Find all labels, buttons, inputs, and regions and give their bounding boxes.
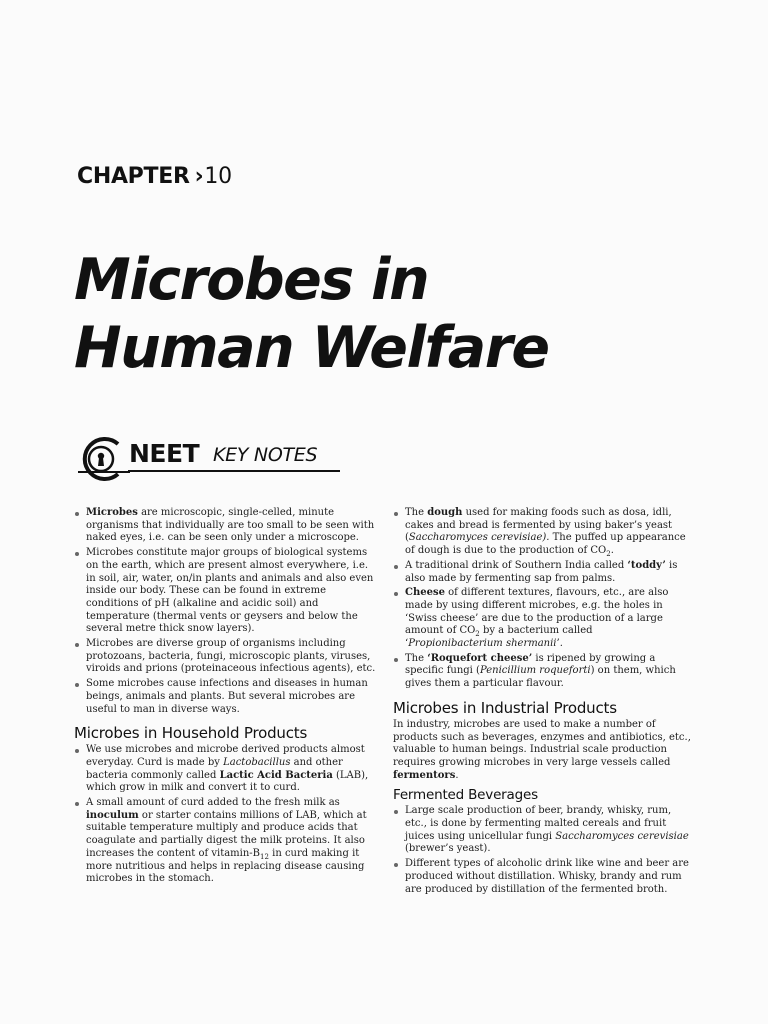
neet-key-notes-badge <box>74 435 354 483</box>
intro-list <box>74 507 376 716</box>
text: (brewer’s yeast). <box>405 843 491 855</box>
chapter-word: CHAPTER <box>77 164 190 189</box>
subscript: 2 <box>475 630 480 639</box>
text-italic: Saccharomyces cerevisiae <box>555 830 689 842</box>
text: ) on them, which gives them a particular flavour. <box>405 665 676 690</box>
fermented-heading: Fermented Beverages <box>393 787 538 804</box>
text: We use microbes and microbe derived products almost everyday. Curd is made by <box>86 744 365 768</box>
list-item <box>74 638 376 676</box>
text: are microscopic, single-celled, minute organisms that individually are too small to be seen with naked eyes, i.e. can be seen only under a microscope. <box>86 507 375 544</box>
text-bold: fermentors <box>393 769 456 781</box>
text: (LAB), which grow in milk and convert it to curd. <box>86 769 369 794</box>
text-bold: ‘toddy’ <box>627 559 666 571</box>
text: used for making foods such as dosa, idli, cakes and bread is fermented by using baker’s yeast ( <box>405 507 673 544</box>
list-item <box>393 653 693 691</box>
text-italic: Penicillium roqueforti <box>479 665 591 677</box>
text: A small amount of curd added to the fresh milk as <box>86 797 340 809</box>
text-bold: ‘Roquefort cheese’ <box>427 652 533 664</box>
text-italic: Propionibacterium shermanii <box>408 638 557 650</box>
page-title <box>74 246 549 382</box>
right-column <box>393 507 693 898</box>
text: Large scale production of beer, brandy, whisky, rum, etc., is done by fermenting malted cereals and fruit juices using unicellular fungi <box>405 805 672 842</box>
food-list <box>393 507 693 691</box>
text: or starter contains millions of LAB, which at suitable temperature multiply and produce acids that coagulate and partially digest the milk proteins. It also increases the content of vitamin-B <box>86 809 367 859</box>
text: Some microbes cause infections and diseases in human beings, animals and plants. But several microbes are useful to man in diverse ways. <box>86 678 368 715</box>
left-column <box>74 507 376 888</box>
chevron-right-icon: › <box>194 164 204 189</box>
list-item <box>74 507 376 545</box>
chapter-label <box>77 164 232 189</box>
subscript: 2 <box>606 550 611 559</box>
fermented-list <box>393 805 693 896</box>
household-list <box>74 744 376 886</box>
list-item <box>393 587 693 651</box>
text-italic: Lactobacillus <box>223 756 291 768</box>
text: ’. <box>556 638 563 650</box>
text: in curd making it more nutritious and helps in replacing disease causing microbes in the stomach. <box>86 847 365 885</box>
list-item <box>393 507 693 558</box>
text-bold: Lactic Acid Bacteria <box>219 769 333 781</box>
list-item <box>393 858 693 896</box>
list-item <box>74 744 376 795</box>
list-item <box>74 797 376 886</box>
list-item <box>393 805 693 856</box>
text: by a bacterium called ‘ <box>405 625 593 650</box>
text: The <box>405 652 428 664</box>
text: is ripened by growing a specific fungi ( <box>405 652 656 677</box>
text-italic: Saccharomyces cerevisiae). <box>408 532 550 544</box>
list-item <box>74 547 376 636</box>
title-line-2: Human Welfare <box>74 315 549 381</box>
neet-label: NEET <box>129 439 200 468</box>
text: . <box>610 545 614 557</box>
text-bold: Cheese <box>405 587 445 599</box>
chapter-number: 10 <box>204 164 232 189</box>
keyhole-icon <box>74 435 134 483</box>
text-bold: dough <box>427 507 463 518</box>
text: A traditional drink of Southern India called <box>405 559 628 571</box>
list-item <box>393 560 693 585</box>
text: of different textures, flavours, etc., are also made by using different microbes, e.g. the holes in ‘Swiss cheese’ are due to the production of a large amount of CO <box>405 587 669 637</box>
text: The puffed up appearance of dough is due to the production of CO <box>405 532 686 557</box>
text: Microbes constitute major groups of biological systems on the earth, which are present almost everywhere, i.e. in soil, air, water, on/in plants and animals and also even inside our body. These can be found in extreme conditions of pH (alkaline and acidic soil) and temperature (thermal vents or geysers and below the several metre thick snow layers). <box>86 547 374 635</box>
text: In industry, microbes are used to make a number of products such as beverages, enzymes and antibiotics, etc., valuable to human beings. Industrial scale production requires growing microbes in very large vessels called <box>393 718 691 768</box>
text: The <box>405 507 428 518</box>
industrial-heading: Microbes in Industrial Products <box>393 698 617 717</box>
text: is also made by fermenting sap from palms. <box>405 559 678 584</box>
household-heading: Microbes in Household Products <box>74 724 308 743</box>
text: Microbes are diverse group of organisms including protozoans, bacteria, fungi, microscopic plants, viruses, viroids and prions (proteinaceous infectious agents), etc. <box>86 638 376 675</box>
industrial-paragraph <box>393 719 693 783</box>
text: Different types of alcoholic drink like wine and beer are produced without distillation. Whisky, brandy and rum are produced by distillation of the fermented broth. <box>405 858 689 895</box>
text: and other bacteria commonly called <box>86 756 343 781</box>
title-line-1: Microbes in <box>74 247 429 313</box>
list-item <box>74 678 376 716</box>
text: . <box>455 769 459 781</box>
text-bold: inoculum <box>86 809 139 821</box>
key-notes-label: KEY NOTES <box>213 444 318 466</box>
text-bold: Microbes <box>86 507 138 518</box>
badge-underline <box>128 470 340 472</box>
subscript: 12 <box>260 852 269 861</box>
